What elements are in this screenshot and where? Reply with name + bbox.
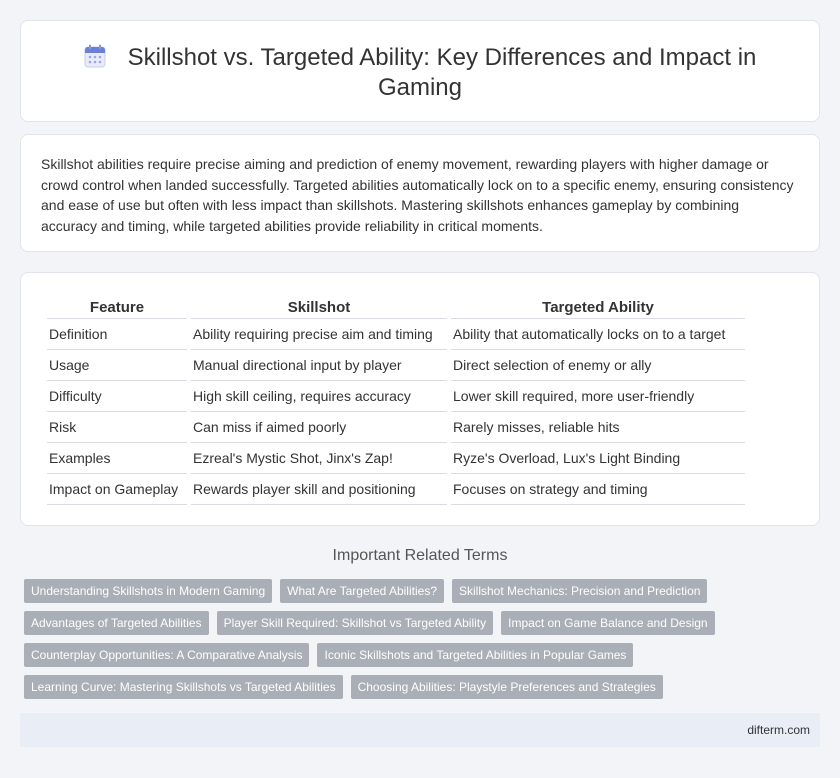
page-title bbox=[61, 43, 779, 103]
tag-row bbox=[24, 643, 824, 667]
related-terms-list bbox=[24, 579, 824, 707]
table-cell-skillshot: Ability requiring precise aim and timing bbox=[191, 319, 447, 350]
related-term-link[interactable]: Iconic Skillshots and Targeted Abilities in Popular Games bbox=[317, 643, 633, 667]
related-term-link[interactable]: Impact on Game Balance and Design bbox=[501, 611, 714, 635]
table-cell-targeted: Focuses on strategy and timing bbox=[451, 474, 745, 505]
table-header-row bbox=[47, 295, 745, 319]
table-row bbox=[47, 381, 745, 412]
table-row bbox=[47, 474, 745, 505]
table-cell-feature: Impact on Gameplay bbox=[47, 474, 187, 505]
page-title-text: Skillshot vs. Targeted Ability: Key Differences and Impact in Gaming bbox=[127, 44, 757, 101]
header-skillshot: Skillshot bbox=[191, 295, 447, 319]
table-row bbox=[47, 319, 745, 350]
intro-paragraph: Skillshot abilities require precise aiming and prediction of enemy movement, rewarding players with higher damage or crowd control when landed successfully. Targeted abilities automatically lock on to a specific enemy, ensuring consistency and ease of use but often with less impact than skillshots. Mastering skillshots enhances gameplay by combining accuracy and timing, while targeted abilities provide reliability in critical moments. bbox=[41, 156, 794, 234]
table-cell-targeted: Ability that automatically locks on to a target bbox=[451, 319, 745, 350]
table-cell-skillshot: High skill ceiling, requires accuracy bbox=[191, 381, 447, 412]
table-cell-targeted: Ryze's Overload, Lux's Light Binding bbox=[451, 443, 745, 474]
table-cell-targeted: Direct selection of enemy or ally bbox=[451, 350, 745, 381]
table-cell-skillshot: Manual directional input by player bbox=[191, 350, 447, 381]
related-term-link[interactable]: Advantages of Targeted Abilities bbox=[24, 611, 209, 635]
table-cell-skillshot: Can miss if aimed poorly bbox=[191, 412, 447, 443]
table-cell-skillshot: Rewards player skill and positioning bbox=[191, 474, 447, 505]
related-term-link[interactable]: Player Skill Required: Skillshot vs Targeted Ability bbox=[217, 611, 494, 635]
table-cell-feature: Definition bbox=[47, 319, 187, 350]
intro-card bbox=[20, 134, 820, 252]
table-cell-feature: Usage bbox=[47, 350, 187, 381]
comparison-table-card bbox=[20, 272, 820, 526]
related-term-link[interactable]: Choosing Abilities: Playstyle Preferences and Strategies bbox=[351, 675, 663, 699]
related-term-link[interactable]: Counterplay Opportunities: A Comparative Analysis bbox=[24, 643, 309, 667]
related-term-link[interactable]: Skillshot Mechanics: Precision and Prediction bbox=[452, 579, 707, 603]
related-term-link[interactable]: What Are Targeted Abilities? bbox=[280, 579, 444, 603]
table-cell-targeted: Lower skill required, more user-friendly bbox=[451, 381, 745, 412]
footer bbox=[20, 713, 820, 747]
header-feature: Feature bbox=[47, 295, 187, 319]
table-row bbox=[47, 350, 745, 381]
related-term-link[interactable]: Learning Curve: Mastering Skillshots vs Targeted Abilities bbox=[24, 675, 343, 699]
table-cell-targeted: Rarely misses, reliable hits bbox=[451, 412, 745, 443]
header-targeted-ability: Targeted Ability bbox=[451, 295, 745, 319]
related-term-link[interactable]: Understanding Skillshots in Modern Gaming bbox=[24, 579, 272, 603]
table-row bbox=[47, 412, 745, 443]
related-terms-title: Important Related Terms bbox=[332, 547, 508, 564]
tag-row bbox=[24, 675, 824, 699]
table-cell-skillshot: Ezreal's Mystic Shot, Jinx's Zap! bbox=[191, 443, 447, 474]
table-cell-feature: Examples bbox=[47, 443, 187, 474]
table-row bbox=[47, 443, 745, 474]
table-cell-feature: Difficulty bbox=[47, 381, 187, 412]
calendar-icon bbox=[84, 44, 106, 68]
header-card bbox=[20, 20, 820, 122]
tag-row bbox=[24, 579, 824, 603]
footer-site-name: difterm.com bbox=[747, 723, 810, 737]
comparison-table bbox=[43, 295, 749, 505]
table-cell-feature: Risk bbox=[47, 412, 187, 443]
tag-row bbox=[24, 611, 824, 635]
